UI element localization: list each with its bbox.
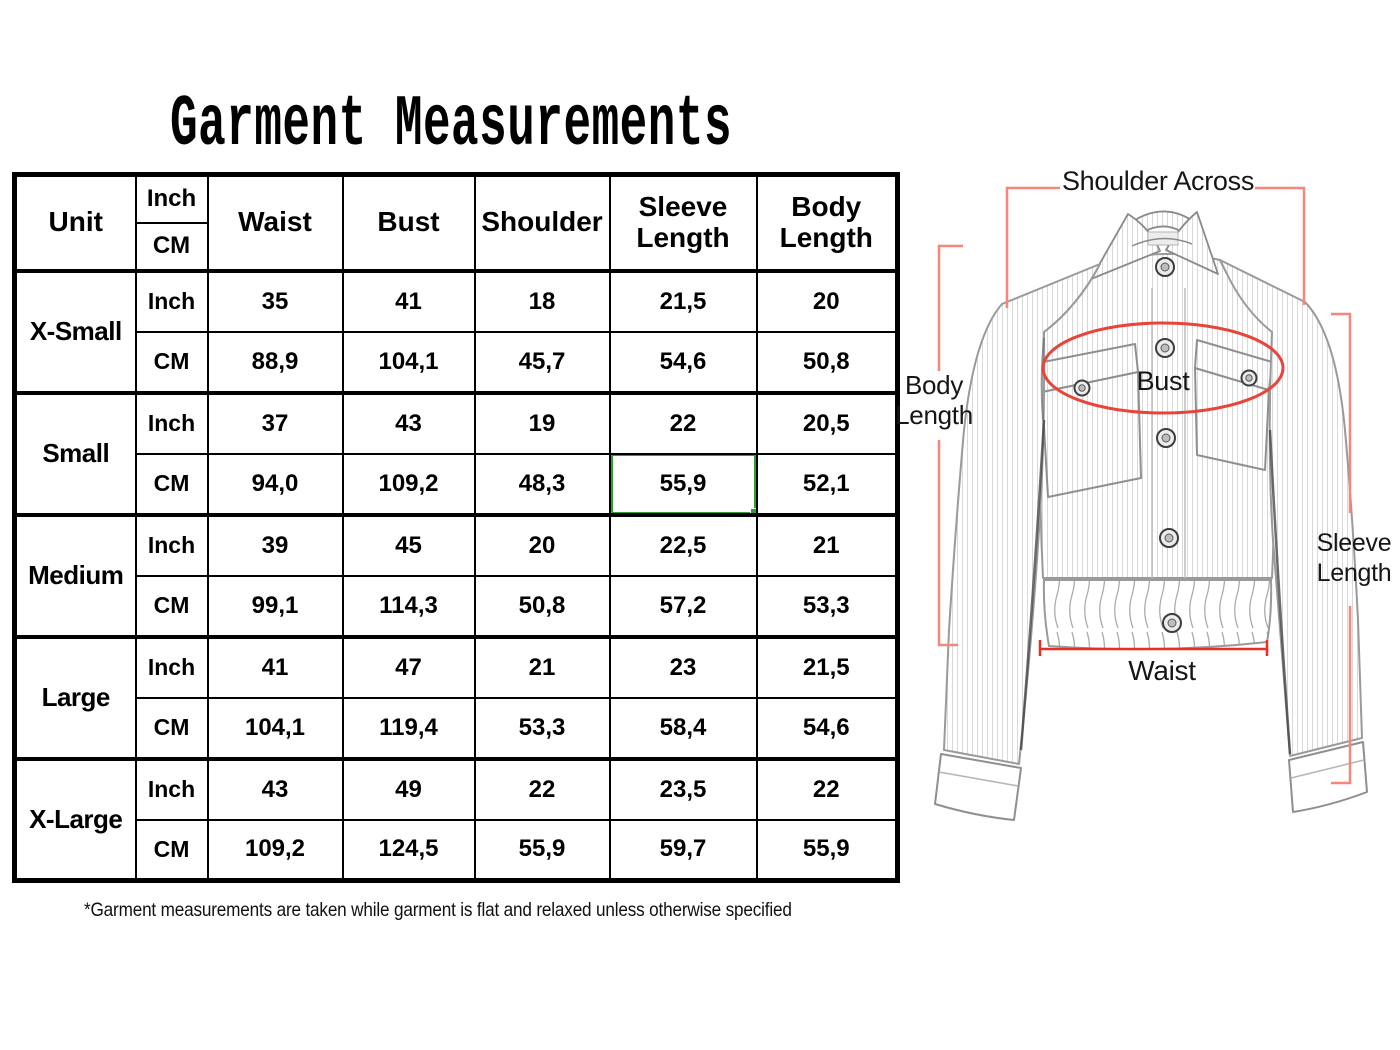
value-cell: 58,4 — [610, 698, 757, 759]
col-header-unit: Unit — [15, 175, 136, 271]
unit-cell: CM — [136, 698, 208, 759]
value-cell: 104,1 — [343, 332, 475, 393]
unit-cell: CM — [136, 454, 208, 515]
bust-label: Bust — [1136, 366, 1190, 396]
table-row — [15, 820, 898, 881]
footnote: *Garment measurements are taken while garment is flat and relaxed unless otherwise specified — [84, 899, 792, 921]
jacket-hem-band — [1044, 580, 1271, 649]
value-cell: 19 — [475, 393, 610, 454]
unit-cell: Inch — [136, 393, 208, 454]
unit-cell: Inch — [136, 759, 208, 820]
value-cell: 21 — [757, 515, 898, 576]
size-label: X-Small — [15, 271, 136, 393]
value-cell: 22 — [610, 393, 757, 454]
value-cell: 53,3 — [757, 576, 898, 637]
body-length-label: Body Length — [895, 370, 973, 430]
value-cell: 50,8 — [475, 576, 610, 637]
value-cell: 20 — [475, 515, 610, 576]
value-cell: 23,5 — [610, 759, 757, 820]
size-label: X-Large — [15, 759, 136, 881]
value-cell: 49 — [343, 759, 475, 820]
header-unit-cm: CM — [136, 223, 208, 271]
table-row — [15, 698, 898, 759]
waist-label: Waist — [1128, 655, 1196, 686]
highlighted-value-cell: 55,9 — [610, 454, 757, 515]
value-cell: 54,6 — [757, 698, 898, 759]
value-cell: 20,5 — [757, 393, 898, 454]
value-cell: 22 — [475, 759, 610, 820]
size-label: Small — [15, 393, 136, 515]
value-cell: 45 — [343, 515, 475, 576]
value-cell: 53,3 — [475, 698, 610, 759]
value-cell: 119,4 — [343, 698, 475, 759]
value-cell: 22,5 — [610, 515, 757, 576]
value-cell: 59,7 — [610, 820, 757, 881]
value-cell: 39 — [208, 515, 343, 576]
col-header-body-length: Body Length — [757, 175, 898, 271]
value-cell: 41 — [343, 271, 475, 332]
shoulder-across-label: Shoulder Across — [1061, 166, 1255, 196]
unit-cell: CM — [136, 332, 208, 393]
table-row — [15, 454, 898, 515]
value-cell: 20 — [757, 271, 898, 332]
table-row — [15, 271, 898, 332]
size-label: Medium — [15, 515, 136, 637]
measurements-table — [12, 172, 900, 883]
sleeve-length-label: Sleeve Length — [1316, 529, 1392, 587]
page-title: Garment Measurements — [170, 84, 733, 167]
table-row — [15, 637, 898, 698]
value-cell: 94,0 — [208, 454, 343, 515]
value-cell: 37 — [208, 393, 343, 454]
jacket-left-cuff — [935, 754, 1021, 820]
unit-cell: CM — [136, 820, 208, 881]
value-cell: 21,5 — [757, 637, 898, 698]
value-cell: 23 — [610, 637, 757, 698]
value-cell: 35 — [208, 271, 343, 332]
unit-cell: Inch — [136, 637, 208, 698]
table-row — [15, 515, 898, 576]
value-cell: 88,9 — [208, 332, 343, 393]
value-cell: 104,1 — [208, 698, 343, 759]
unit-cell: Inch — [136, 515, 208, 576]
value-cell: 50,8 — [757, 332, 898, 393]
value-cell: 52,1 — [757, 454, 898, 515]
value-cell: 54,6 — [610, 332, 757, 393]
value-cell: 109,2 — [343, 454, 475, 515]
value-cell: 124,5 — [343, 820, 475, 881]
col-header-bust: Bust — [343, 175, 475, 271]
value-cell: 48,3 — [475, 454, 610, 515]
value-cell: 57,2 — [610, 576, 757, 637]
size-label: Large — [15, 637, 136, 759]
col-header-waist: Waist — [208, 175, 343, 271]
table-row — [15, 576, 898, 637]
table-row — [15, 759, 898, 820]
value-cell: 99,1 — [208, 576, 343, 637]
value-cell: 55,9 — [475, 820, 610, 881]
col-header-sleeve-length: Sleeve Length — [610, 175, 757, 271]
garment-diagram — [890, 150, 1400, 920]
value-cell: 21 — [475, 637, 610, 698]
header-unit-inch: Inch — [136, 175, 208, 223]
col-header-shoulder: Shoulder — [475, 175, 610, 271]
table-header-row — [15, 175, 898, 223]
value-cell: 55,9 — [757, 820, 898, 881]
unit-cell: Inch — [136, 271, 208, 332]
value-cell: 43 — [208, 759, 343, 820]
value-cell: 22 — [757, 759, 898, 820]
value-cell: 21,5 — [610, 271, 757, 332]
value-cell: 109,2 — [208, 820, 343, 881]
value-cell: 41 — [208, 637, 343, 698]
value-cell: 114,3 — [343, 576, 475, 637]
value-cell: 18 — [475, 271, 610, 332]
value-cell: 43 — [343, 393, 475, 454]
value-cell: 45,7 — [475, 332, 610, 393]
unit-cell: CM — [136, 576, 208, 637]
value-cell: 47 — [343, 637, 475, 698]
table-row — [15, 393, 898, 454]
table-row — [15, 332, 898, 393]
